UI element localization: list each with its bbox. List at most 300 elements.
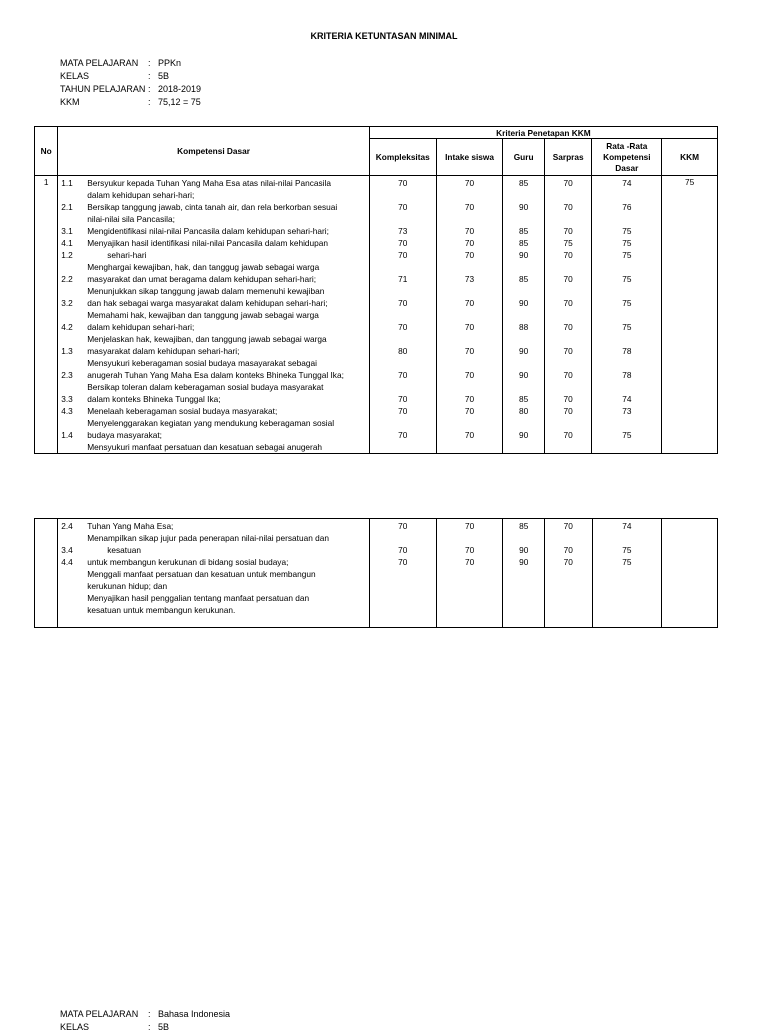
value-line: 70 bbox=[563, 406, 573, 416]
kompetensi-code bbox=[58, 604, 87, 616]
value-line bbox=[545, 213, 592, 225]
kompetensi-code bbox=[58, 580, 87, 592]
value-line bbox=[503, 261, 543, 273]
value-line: 90 bbox=[519, 545, 529, 555]
value-line bbox=[370, 261, 436, 273]
value-line: 75 bbox=[622, 430, 632, 440]
kompetensi-code: 4.4 bbox=[61, 557, 73, 567]
value-line: 75 bbox=[622, 250, 632, 260]
kompetensi-code bbox=[58, 333, 87, 345]
value-line bbox=[593, 592, 662, 604]
value-line bbox=[370, 333, 436, 345]
kompetensi-text: untuk membangun kerukunan di bidang sosial budaya; bbox=[87, 557, 289, 567]
value-line bbox=[545, 417, 592, 429]
kompetensi-line bbox=[58, 592, 366, 604]
kompetensi-line bbox=[58, 285, 366, 297]
value-line: 70 bbox=[563, 202, 573, 212]
value-line bbox=[437, 568, 503, 580]
value-line: 88 bbox=[519, 322, 529, 332]
kompetensi-text: Memahami hak, kewajiban dan tanggung jawab sebagai warga bbox=[87, 310, 319, 320]
kompetensi-dasar-cell bbox=[58, 176, 370, 454]
meta-separator: : bbox=[148, 71, 151, 81]
value-line bbox=[503, 592, 543, 604]
kompetensi-line bbox=[58, 249, 366, 261]
header-guru: Guru bbox=[503, 139, 544, 176]
kompetensi-code: 4.3 bbox=[61, 406, 73, 416]
kompetensi-text: Menyajikan hasil penggalian tentang manfaat persatuan dan bbox=[87, 593, 310, 603]
intake-siswa-cell bbox=[436, 176, 503, 454]
value-line bbox=[545, 333, 592, 345]
value-line: 70 bbox=[398, 521, 408, 531]
kompetensi-text: dalam kehidupan sehari-hari; bbox=[87, 322, 195, 332]
value-line: 74 bbox=[622, 521, 632, 531]
value-line: 90 bbox=[519, 202, 529, 212]
value-line bbox=[545, 604, 592, 616]
kompetensi-line bbox=[58, 556, 366, 568]
value-line bbox=[370, 381, 436, 393]
value-line bbox=[592, 285, 661, 297]
value-line bbox=[545, 532, 592, 544]
value-line bbox=[592, 309, 661, 321]
kompetensi-line bbox=[58, 417, 366, 429]
page-title: KRITERIA KETUNTASAN MINIMAL bbox=[310, 31, 458, 41]
value-line bbox=[370, 189, 436, 201]
value-line: 70 bbox=[398, 545, 408, 555]
value-line bbox=[437, 532, 503, 544]
kompetensi-line bbox=[58, 369, 366, 381]
kompetensi-line bbox=[58, 604, 366, 616]
kompetensi-code bbox=[58, 532, 87, 544]
value-line bbox=[503, 285, 543, 297]
meta-info-bottom bbox=[60, 1008, 230, 1034]
kompetensi-text: anugerah Tuhan Yang Maha Esa dalam konteks Bhineka Tunggal Ika; bbox=[87, 370, 344, 380]
value-line: 70 bbox=[464, 545, 475, 555]
value-line: 70 bbox=[464, 557, 475, 567]
kompetensi-code bbox=[58, 592, 87, 604]
value-line bbox=[503, 333, 543, 345]
meta-key: TAHUN PELAJARAN bbox=[60, 84, 146, 94]
meta-separator: : bbox=[148, 1022, 151, 1032]
kompetensi-text: Menghargai kewajiban, hak, dan tanggug jawab sebagai warga bbox=[87, 262, 320, 272]
value-line: 70 bbox=[464, 238, 475, 248]
kompetensi-line bbox=[58, 429, 366, 441]
value-line bbox=[545, 441, 592, 453]
kkm-table-2 bbox=[34, 518, 718, 628]
kompetensi-code bbox=[58, 213, 87, 225]
value-line: 75 bbox=[622, 322, 632, 332]
kompetensi-line bbox=[58, 273, 366, 285]
kompetensi-line bbox=[58, 177, 366, 189]
value-line bbox=[503, 189, 543, 201]
value-line: 70 bbox=[464, 346, 475, 356]
value-line bbox=[370, 213, 436, 225]
value-line: 80 bbox=[398, 346, 408, 356]
kompetensi-text: Menelaah keberagaman sosial budaya masyarakat; bbox=[87, 406, 278, 416]
kompetensi-text: kerukunan hidup; dan bbox=[87, 581, 168, 591]
value-line: 85 bbox=[519, 274, 529, 284]
kompetensi-code bbox=[58, 189, 87, 201]
kompetensi-code: 1.3 bbox=[61, 346, 73, 356]
value-line bbox=[592, 261, 661, 273]
value-line bbox=[503, 441, 543, 453]
sarpras-cell bbox=[544, 519, 592, 628]
meta-key: KELAS bbox=[60, 71, 90, 81]
kompetensi-line bbox=[58, 357, 366, 369]
kompetensi-text: Menjelaskan hak, kewajiban, dan tanggung jawab sebagai warga bbox=[87, 334, 327, 344]
value-line bbox=[437, 417, 503, 429]
value-line bbox=[437, 213, 503, 225]
value-line: 75 bbox=[622, 545, 632, 555]
value-line bbox=[545, 592, 592, 604]
kompetensi-code bbox=[58, 417, 87, 429]
value-line bbox=[370, 568, 436, 580]
value-line: 74 bbox=[622, 178, 632, 188]
value-line bbox=[545, 580, 592, 592]
kompetensi-line bbox=[58, 309, 366, 321]
kompetensi-line bbox=[58, 568, 366, 580]
value-line: 75 bbox=[622, 557, 632, 567]
value-line bbox=[370, 604, 436, 616]
value-line: 70 bbox=[464, 226, 475, 236]
value-line: 70 bbox=[398, 430, 408, 440]
kompleksitas-cell bbox=[369, 519, 436, 628]
value-line bbox=[370, 592, 436, 604]
value-line: 74 bbox=[622, 394, 632, 404]
value-line bbox=[545, 568, 592, 580]
meta-key: MATA PELAJARAN bbox=[60, 1009, 139, 1019]
value-line bbox=[437, 309, 503, 321]
rata-rata-cell bbox=[592, 519, 662, 628]
kompetensi-text: masyarakat dalam kehidupan sehari-hari; bbox=[87, 346, 240, 356]
value-line bbox=[503, 213, 543, 225]
kompetensi-code: 2.2 bbox=[61, 274, 73, 284]
value-line: 70 bbox=[398, 298, 408, 308]
value-line bbox=[503, 568, 543, 580]
value-line bbox=[592, 333, 661, 345]
kompetensi-text: budaya masyarakat; bbox=[87, 430, 162, 440]
kompetensi-line bbox=[58, 532, 366, 544]
kompetensi-text: Menampilkan sikap jujur pada penerapan nilai-nilai persatuan dan bbox=[87, 533, 329, 543]
value-line: 90 bbox=[519, 298, 529, 308]
value-line bbox=[592, 189, 661, 201]
kompetensi-code bbox=[58, 357, 87, 369]
value-line: 70 bbox=[464, 178, 475, 188]
kompetensi-code: 1.4 bbox=[61, 430, 73, 440]
value-line: 85 bbox=[519, 521, 529, 531]
value-line bbox=[592, 441, 661, 453]
kompetensi-text: kesatuan bbox=[107, 545, 141, 555]
value-line: 70 bbox=[563, 250, 573, 260]
kompetensi-code: 1.1 bbox=[61, 178, 73, 188]
row-number: 1 bbox=[35, 176, 58, 454]
value-line: 70 bbox=[563, 322, 573, 332]
kompetensi-line bbox=[58, 201, 366, 213]
value-line bbox=[593, 532, 662, 544]
value-line: 70 bbox=[464, 322, 475, 332]
value-line bbox=[503, 604, 543, 616]
value-line: 70 bbox=[398, 178, 408, 188]
value-line: 71 bbox=[398, 274, 408, 284]
header-rata-line-3: Dasar bbox=[615, 162, 639, 173]
value-line bbox=[370, 357, 436, 369]
kompetensi-code: 3.4 bbox=[61, 545, 73, 555]
kompetensi-line bbox=[58, 213, 366, 225]
value-line bbox=[592, 357, 661, 369]
value-line: 70 bbox=[464, 370, 475, 380]
value-line bbox=[437, 604, 503, 616]
meta-separator: : bbox=[148, 1009, 151, 1019]
meta-row bbox=[60, 83, 201, 96]
kompetensi-line bbox=[58, 544, 366, 556]
kompetensi-code: 2.4 bbox=[61, 521, 73, 531]
value-line: 70 bbox=[563, 545, 573, 555]
kompetensi-text: Tuhan Yang Maha Esa; bbox=[87, 521, 174, 531]
kompetensi-dasar-cell bbox=[58, 519, 370, 628]
header-rata-rata bbox=[592, 139, 662, 176]
meta-key: MATA PELAJARAN bbox=[60, 58, 139, 68]
kompetensi-code: 3.2 bbox=[61, 298, 73, 308]
kompetensi-code: 1.2 bbox=[61, 250, 73, 260]
kompetensi-text: Menunjukkan sikap tanggung jawab dalam memenuhi kewajiban bbox=[87, 286, 325, 296]
kompetensi-code bbox=[58, 309, 87, 321]
meta-separator: : bbox=[148, 84, 151, 94]
meta-key: KELAS bbox=[60, 1022, 90, 1032]
kompetensi-text: Menyelenggarakan kegiatan yang mendukung keberagaman sosial bbox=[87, 418, 335, 428]
kompetensi-line bbox=[58, 333, 366, 345]
value-line bbox=[503, 580, 543, 592]
value-line bbox=[503, 357, 543, 369]
value-line: 70 bbox=[563, 178, 573, 188]
header-kompetensi-dasar: Kompetensi Dasar bbox=[58, 127, 370, 176]
value-line: 70 bbox=[563, 346, 573, 356]
value-line: 70 bbox=[398, 202, 408, 212]
value-line: 73 bbox=[622, 406, 632, 416]
value-line: 78 bbox=[622, 346, 632, 356]
value-line: 75 bbox=[622, 226, 632, 236]
sarpras-cell bbox=[544, 176, 592, 454]
kkm-value-cell bbox=[662, 519, 718, 628]
kompetensi-text: nilai-nilai sila Pancasila; bbox=[87, 214, 175, 224]
value-line: 70 bbox=[398, 370, 408, 380]
kompetensi-text: Mengidentifikasi nilai-nilai Pancasila dalam kehidupan sehari-hari; bbox=[87, 226, 329, 236]
kompetensi-line bbox=[58, 321, 366, 333]
value-line: 85 bbox=[519, 394, 529, 404]
kkm-value-cell: 75 bbox=[662, 176, 718, 454]
value-line: 90 bbox=[519, 430, 529, 440]
value-line: 75 bbox=[622, 274, 632, 284]
value-line bbox=[437, 333, 503, 345]
value-line bbox=[370, 285, 436, 297]
header-rata-line-2: Kompetensi bbox=[603, 151, 651, 162]
value-line: 70 bbox=[563, 430, 573, 440]
rata-rata-cell bbox=[592, 176, 662, 454]
header-kompleksitas: Kompleksitas bbox=[369, 139, 436, 176]
kompetensi-text: dan hak sebagai warga masyarakat dalam kehidupan sehari-hari; bbox=[87, 298, 328, 308]
kompetensi-line bbox=[58, 225, 366, 237]
kompetensi-line bbox=[58, 381, 366, 393]
kompetensi-text: sehari-hari bbox=[107, 250, 147, 260]
kompetensi-line bbox=[58, 261, 366, 273]
meta-row bbox=[60, 1008, 230, 1021]
meta-value: 5B bbox=[158, 1022, 170, 1032]
kompetensi-text: Mensyukuri manfaat persatuan dan kesatuan sebagai anugerah bbox=[87, 442, 323, 452]
kompetensi-code: 4.1 bbox=[61, 238, 73, 248]
value-line: 70 bbox=[464, 394, 475, 404]
value-line bbox=[437, 381, 503, 393]
value-line: 70 bbox=[464, 250, 475, 260]
value-line bbox=[593, 604, 662, 616]
meta-row bbox=[60, 96, 201, 109]
kompetensi-text: dalam konteks Bhineka Tunggal Ika; bbox=[87, 394, 221, 404]
value-line bbox=[592, 213, 661, 225]
value-line bbox=[370, 441, 436, 453]
value-line: 70 bbox=[563, 274, 573, 284]
value-line: 75 bbox=[622, 238, 632, 248]
value-line bbox=[503, 381, 543, 393]
value-line: 75 bbox=[563, 238, 573, 248]
value-line bbox=[437, 580, 503, 592]
value-line bbox=[592, 417, 661, 429]
value-line: 70 bbox=[563, 394, 573, 404]
value-line: 70 bbox=[398, 394, 408, 404]
value-line bbox=[545, 309, 592, 321]
value-line bbox=[370, 532, 436, 544]
kompetensi-text: Menggali manfaat persatuan dan kesatuan untuk membangun bbox=[87, 569, 316, 579]
value-line: 70 bbox=[464, 521, 475, 531]
value-line: 90 bbox=[519, 346, 529, 356]
kompetensi-code: 2.1 bbox=[61, 202, 73, 212]
header-no: No bbox=[35, 127, 58, 176]
meta-value: 75,12 = 75 bbox=[158, 97, 201, 107]
kompetensi-code bbox=[58, 261, 87, 273]
value-line bbox=[545, 261, 592, 273]
meta-row bbox=[60, 57, 201, 70]
value-line: 90 bbox=[519, 250, 529, 260]
meta-separator: : bbox=[148, 97, 151, 107]
value-line bbox=[593, 568, 662, 580]
value-line bbox=[370, 417, 436, 429]
meta-key: KKM bbox=[60, 97, 80, 107]
kompetensi-line bbox=[58, 297, 366, 309]
value-line bbox=[593, 580, 662, 592]
value-line: 70 bbox=[398, 250, 408, 260]
value-line: 90 bbox=[519, 557, 529, 567]
value-line: 70 bbox=[398, 238, 408, 248]
kompetensi-text: Bersyukur kepada Tuhan Yang Maha Esa atas nilai-nilai Pancasila bbox=[87, 178, 331, 188]
kompetensi-code: 2.3 bbox=[61, 370, 73, 380]
value-line bbox=[437, 285, 503, 297]
value-line bbox=[545, 285, 592, 297]
value-line: 70 bbox=[563, 521, 573, 531]
header-kriteria-penetapan: Kriteria Penetapan KKM bbox=[369, 127, 717, 139]
value-line: 70 bbox=[563, 226, 573, 236]
kompetensi-line bbox=[58, 580, 366, 592]
value-line: 85 bbox=[519, 226, 529, 236]
value-line: 85 bbox=[519, 238, 529, 248]
value-line bbox=[437, 441, 503, 453]
kompetensi-text: Mensyukuri keberagaman sosial budaya masayarakat sebagai bbox=[87, 358, 317, 368]
kompetensi-code: 3.3 bbox=[61, 394, 73, 404]
meta-value: 5B bbox=[158, 71, 170, 81]
row-number bbox=[35, 519, 58, 628]
value-line: 70 bbox=[563, 557, 573, 567]
kompetensi-line bbox=[58, 441, 366, 453]
value-line bbox=[437, 357, 503, 369]
kompetensi-line bbox=[58, 189, 366, 201]
kkm-table-1 bbox=[34, 126, 718, 454]
kompetensi-line bbox=[58, 520, 366, 532]
guru-cell bbox=[503, 519, 544, 628]
value-line bbox=[503, 532, 543, 544]
value-line: 73 bbox=[464, 274, 475, 284]
value-line: 90 bbox=[519, 370, 529, 380]
value-line: 70 bbox=[464, 430, 475, 440]
kompetensi-line bbox=[58, 405, 366, 417]
value-line: 80 bbox=[519, 406, 529, 416]
kompetensi-code bbox=[58, 568, 87, 580]
meta-value: Bahasa Indonesia bbox=[158, 1009, 231, 1019]
kompetensi-code: 3.1 bbox=[61, 226, 73, 236]
value-line bbox=[545, 189, 592, 201]
kompetensi-text: Bersikap toleran dalam keberagaman sosial budaya masyarakat bbox=[87, 382, 324, 392]
meta-row bbox=[60, 1021, 230, 1034]
value-line bbox=[592, 381, 661, 393]
kompetensi-line bbox=[58, 345, 366, 357]
kompetensi-code bbox=[58, 285, 87, 297]
kompetensi-line bbox=[58, 393, 366, 405]
header-kkm: KKM bbox=[662, 139, 718, 176]
value-line bbox=[437, 261, 503, 273]
value-line bbox=[437, 592, 503, 604]
value-line: 76 bbox=[622, 202, 632, 212]
value-line: 70 bbox=[464, 406, 475, 416]
meta-value: 2018-2019 bbox=[158, 84, 202, 94]
value-line bbox=[370, 309, 436, 321]
kompetensi-text: Bersikap tanggung jawab, cinta tanah air, dan rela berkorban sesuai bbox=[87, 202, 338, 212]
value-line: 73 bbox=[398, 226, 408, 236]
value-line: 70 bbox=[398, 322, 408, 332]
kompetensi-text: Menyajikan hasil identifikasi nilai-nilai Pancasila dalam kehidupan bbox=[87, 238, 329, 248]
value-line bbox=[503, 417, 543, 429]
kompetensi-text: masyarakat dan umat beragama dalam kehidupan sehari-hari; bbox=[87, 274, 317, 284]
value-line: 78 bbox=[622, 370, 632, 380]
value-line: 70 bbox=[398, 406, 408, 416]
header-intake-siswa: Intake siswa bbox=[436, 139, 503, 176]
kompetensi-text: dalam kehidupan sehari-hari; bbox=[87, 190, 195, 200]
guru-cell bbox=[503, 176, 544, 454]
header-sarpras: Sarpras bbox=[544, 139, 592, 176]
kompetensi-text: kesatuan untuk membangun kerukunan. bbox=[87, 605, 236, 615]
value-line bbox=[503, 309, 543, 321]
kompetensi-code bbox=[58, 441, 87, 453]
value-line bbox=[545, 381, 592, 393]
kompetensi-code bbox=[58, 381, 87, 393]
value-line bbox=[370, 580, 436, 592]
meta-separator: : bbox=[148, 58, 151, 68]
intake-siswa-cell bbox=[436, 519, 503, 628]
meta-row bbox=[60, 70, 201, 83]
kompetensi-line bbox=[58, 237, 366, 249]
value-line: 70 bbox=[398, 557, 408, 567]
value-line: 70 bbox=[464, 298, 475, 308]
header-rata-line-1: Rata -Rata bbox=[606, 140, 648, 151]
value-line: 70 bbox=[464, 202, 475, 212]
meta-info-top bbox=[60, 57, 201, 109]
value-line bbox=[545, 357, 592, 369]
kompetensi-code: 4.2 bbox=[61, 322, 73, 332]
value-line bbox=[437, 189, 503, 201]
value-line: 75 bbox=[622, 298, 632, 308]
